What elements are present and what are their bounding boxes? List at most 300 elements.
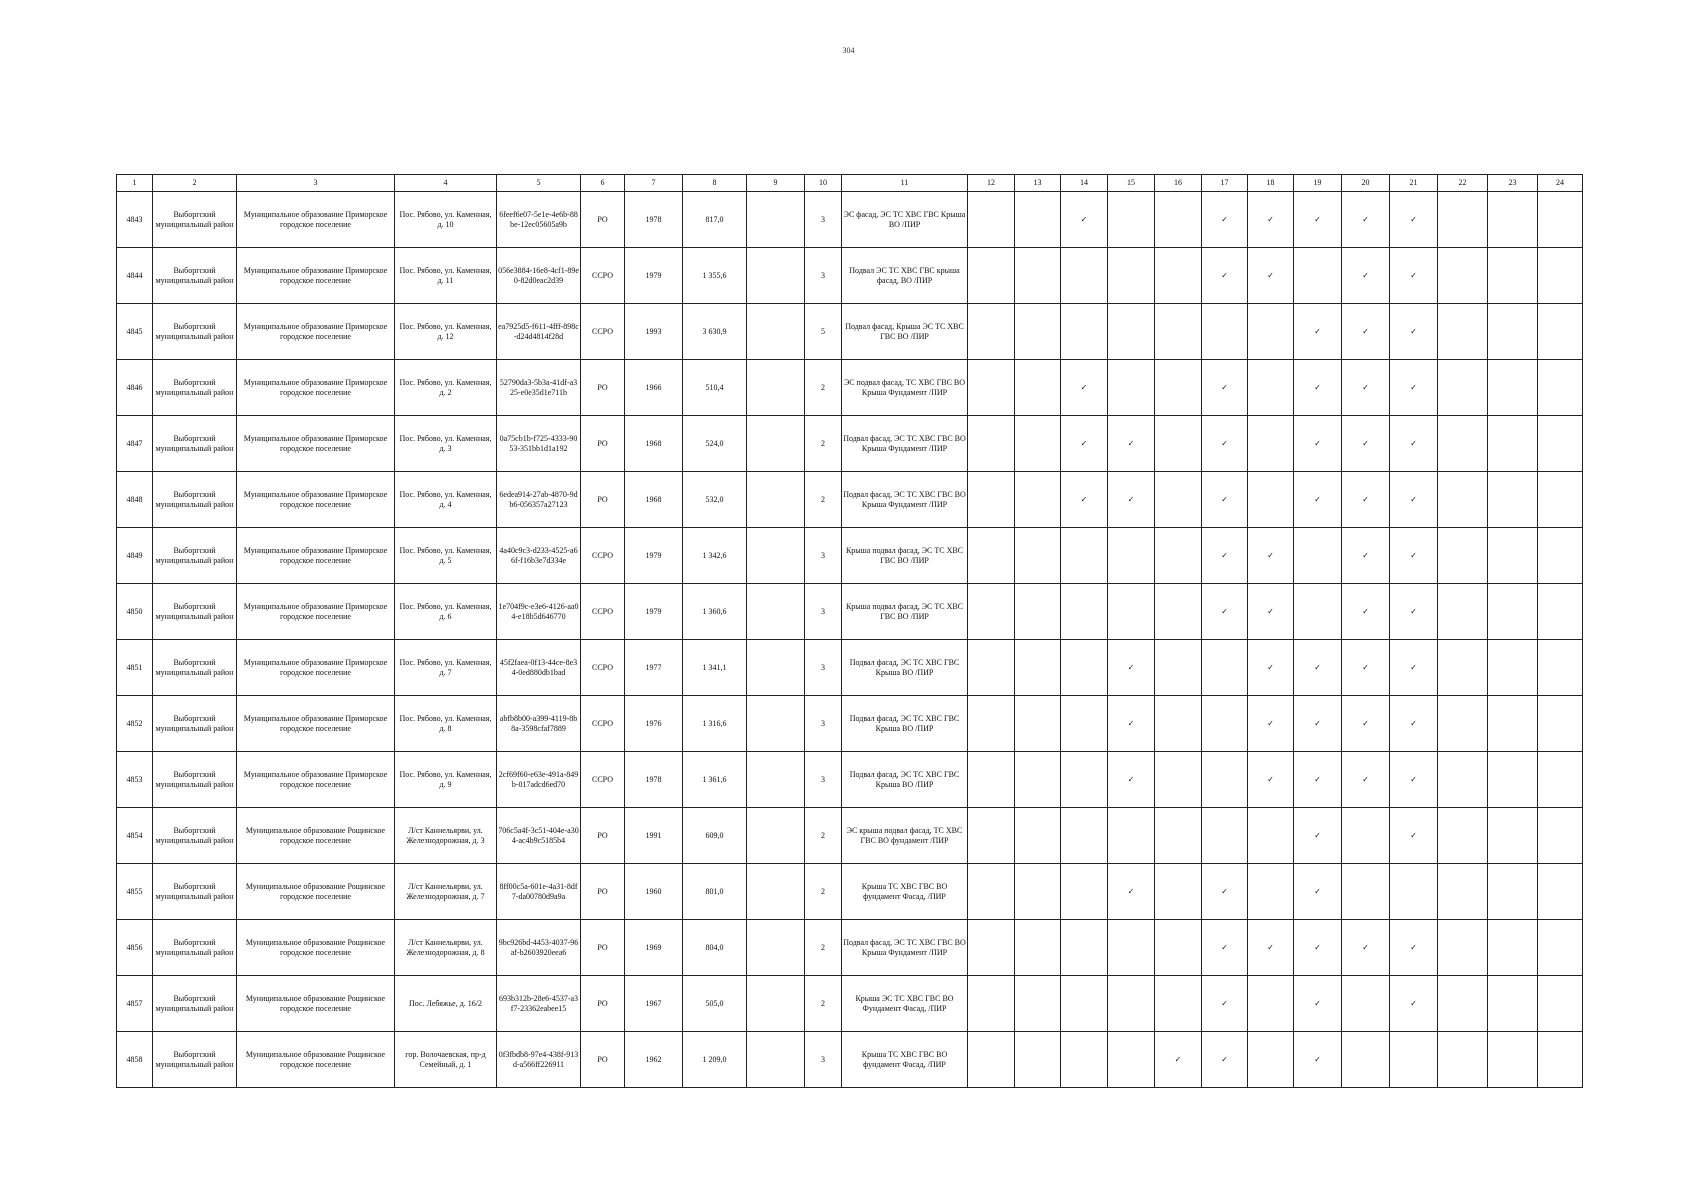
work-check-cell-22 (1438, 920, 1488, 976)
work-check-cell-13 (1015, 920, 1061, 976)
work-check-cell-14 (1061, 528, 1108, 584)
col9-cell (747, 528, 805, 584)
guid-cell: abfb8b00-a399-4119-8b8a-3598cfaf7889 (497, 696, 581, 752)
work-check-cell-15 (1108, 920, 1155, 976)
col9-cell (747, 696, 805, 752)
work-check-cell-18: ✓ (1248, 192, 1294, 248)
work-check-cell-21: ✓ (1390, 472, 1438, 528)
work-check-cell-18: ✓ (1248, 584, 1294, 640)
address-cell: Пос. Рябово, ул. Каменная, д. 5 (395, 528, 497, 584)
guid-cell: 2cf69f60-e63e-491a-849b-017adcd6ed70 (497, 752, 581, 808)
work-check-cell-13 (1015, 808, 1061, 864)
works-cell: Подвал фасад, ЭС ТС ХВС ГВС Крыша ВО /ПИР (842, 696, 968, 752)
work-check-cell-19: ✓ (1294, 752, 1342, 808)
work-check-cell-19 (1294, 248, 1342, 304)
work-check-cell-20: ✓ (1342, 472, 1390, 528)
works-cell: Подвал фасад, ЭС ТС ХВС ГВС ВО Крыша Фундамент /ПИР (842, 472, 968, 528)
work-check-cell-12 (968, 696, 1015, 752)
table-row (117, 808, 1583, 864)
floors-cell: 5 (805, 304, 842, 360)
work-check-cell-21: ✓ (1390, 640, 1438, 696)
work-check-cell-15 (1108, 192, 1155, 248)
municipality-cell: Муниципальное образование Рощинское городское поселение (237, 976, 395, 1032)
floors-cell: 3 (805, 528, 842, 584)
area-cell: 1 316,6 (683, 696, 747, 752)
area-cell: 1 361,6 (683, 752, 747, 808)
work-check-cell-15 (1108, 1032, 1155, 1088)
column-header-19: 19 (1294, 175, 1342, 192)
work-check-cell-15: ✓ (1108, 416, 1155, 472)
work-check-cell-13 (1015, 416, 1061, 472)
work-check-cell-13 (1015, 864, 1061, 920)
work-check-cell-23 (1488, 696, 1538, 752)
work-check-cell-15: ✓ (1108, 864, 1155, 920)
work-check-cell-13 (1015, 752, 1061, 808)
type-cell: ССРО (581, 640, 625, 696)
work-check-cell-23 (1488, 808, 1538, 864)
work-check-cell-22 (1438, 584, 1488, 640)
work-check-cell-14: ✓ (1061, 360, 1108, 416)
work-check-cell-14 (1061, 584, 1108, 640)
guid-cell: 45f2faea-0f13-44ce-8e34-0ed880db1bad (497, 640, 581, 696)
work-check-cell-17: ✓ (1202, 920, 1248, 976)
guid-cell: 1e704f9c-e3e6-4126-aa04-e18b5d646770 (497, 584, 581, 640)
work-check-cell-18 (1248, 416, 1294, 472)
guid-cell: 706c5a4f-3c51-404e-a304-ac4b9c5185b4 (497, 808, 581, 864)
column-header-5: 5 (497, 175, 581, 192)
work-check-cell-17: ✓ (1202, 416, 1248, 472)
work-check-cell-19 (1294, 528, 1342, 584)
district-cell: Выборгский муниципальный район (153, 192, 237, 248)
type-cell: РО (581, 976, 625, 1032)
floors-cell: 2 (805, 472, 842, 528)
row-number: 4851 (117, 640, 153, 696)
guid-cell: 9bc926bd-4453-4037-96af-b2603920eea6 (497, 920, 581, 976)
work-check-cell-24 (1538, 976, 1583, 1032)
municipality-cell: Муниципальное образование Рощинское городское поселение (237, 920, 395, 976)
work-check-cell-23 (1488, 864, 1538, 920)
floors-cell: 2 (805, 976, 842, 1032)
municipality-cell: Муниципальное образование Приморское городское поселение (237, 752, 395, 808)
guid-cell: 6feef6e07-5e1e-4e6b-88be-12ec05605a9b (497, 192, 581, 248)
work-check-cell-22 (1438, 472, 1488, 528)
work-check-cell-17 (1202, 752, 1248, 808)
municipality-cell: Муниципальное образование Рощинское городское поселение (237, 1032, 395, 1088)
work-check-cell-21: ✓ (1390, 696, 1438, 752)
year-cell: 1968 (625, 416, 683, 472)
work-check-cell-20: ✓ (1342, 920, 1390, 976)
work-check-cell-12 (968, 360, 1015, 416)
area-cell: 804,0 (683, 920, 747, 976)
work-check-cell-19: ✓ (1294, 304, 1342, 360)
table-row (117, 640, 1583, 696)
guid-cell: 0a75cb1b-f725-4333-9053-351bb1d1a192 (497, 416, 581, 472)
work-check-cell-23 (1488, 472, 1538, 528)
work-check-cell-17: ✓ (1202, 1032, 1248, 1088)
row-number: 4850 (117, 584, 153, 640)
guid-cell: 4a40c9c3-d233-4525-a66f-f16b3e7d334e (497, 528, 581, 584)
guid-cell: ea7925d5-f611-4fff-898c-d24d4814f28d (497, 304, 581, 360)
table-row (117, 416, 1583, 472)
type-cell: ССРО (581, 248, 625, 304)
area-cell: 817,0 (683, 192, 747, 248)
floors-cell: 2 (805, 808, 842, 864)
work-check-cell-17 (1202, 304, 1248, 360)
col9-cell (747, 248, 805, 304)
year-cell: 1969 (625, 920, 683, 976)
floors-cell: 2 (805, 920, 842, 976)
area-cell: 1 355,6 (683, 248, 747, 304)
work-check-cell-17 (1202, 808, 1248, 864)
work-check-cell-20 (1342, 864, 1390, 920)
work-check-cell-19: ✓ (1294, 808, 1342, 864)
work-check-cell-16: ✓ (1155, 1032, 1202, 1088)
work-check-cell-17 (1202, 640, 1248, 696)
work-check-cell-20: ✓ (1342, 752, 1390, 808)
works-cell: Крыша подвал фасад, ЭС ТС ХВС ГВС ВО /ПИР (842, 528, 968, 584)
floors-cell: 3 (805, 1032, 842, 1088)
work-check-cell-19: ✓ (1294, 976, 1342, 1032)
guid-cell: 693b312b-28e6-4537-a3f7-23362eabee15 (497, 976, 581, 1032)
work-check-cell-24 (1538, 360, 1583, 416)
work-check-cell-18: ✓ (1248, 248, 1294, 304)
work-check-cell-15: ✓ (1108, 752, 1155, 808)
works-cell: Подвал фасад, ЭС ТС ХВС ГВС ВО Крыша Фундамент /ПИР (842, 416, 968, 472)
work-check-cell-24 (1538, 192, 1583, 248)
work-check-cell-20: ✓ (1342, 416, 1390, 472)
work-check-cell-23 (1488, 416, 1538, 472)
work-check-cell-14 (1061, 808, 1108, 864)
work-check-cell-12 (968, 808, 1015, 864)
type-cell: РО (581, 1032, 625, 1088)
row-number: 4843 (117, 192, 153, 248)
work-check-cell-15 (1108, 528, 1155, 584)
table-row (117, 304, 1583, 360)
work-check-cell-19: ✓ (1294, 864, 1342, 920)
work-check-cell-22 (1438, 416, 1488, 472)
address-cell: Пос. Рябово, ул. Каменная, д. 8 (395, 696, 497, 752)
column-header-2: 2 (153, 175, 237, 192)
work-check-cell-14 (1061, 976, 1108, 1032)
work-check-cell-19: ✓ (1294, 192, 1342, 248)
year-cell: 1978 (625, 192, 683, 248)
column-header-4: 4 (395, 175, 497, 192)
work-check-cell-12 (968, 864, 1015, 920)
address-cell: гор. Волочаевская, пр-д Семейный, д. 1 (395, 1032, 497, 1088)
work-check-cell-14 (1061, 920, 1108, 976)
work-check-cell-22 (1438, 752, 1488, 808)
work-check-cell-13 (1015, 304, 1061, 360)
work-check-cell-18: ✓ (1248, 528, 1294, 584)
type-cell: РО (581, 192, 625, 248)
works-cell: Подвал ЭС ТС ХВС ГВС крыша фасад, ВО /ПИР (842, 248, 968, 304)
area-cell: 524,0 (683, 416, 747, 472)
work-check-cell-23 (1488, 752, 1538, 808)
work-check-cell-20 (1342, 808, 1390, 864)
work-check-cell-16 (1155, 192, 1202, 248)
year-cell: 1976 (625, 696, 683, 752)
district-cell: Выборгский муниципальный район (153, 472, 237, 528)
guid-cell: 056e3884-16e8-4cf1-89e0-82d0eac2d39 (497, 248, 581, 304)
district-cell: Выборгский муниципальный район (153, 864, 237, 920)
work-check-cell-16 (1155, 864, 1202, 920)
work-check-cell-21: ✓ (1390, 192, 1438, 248)
column-header-20: 20 (1342, 175, 1390, 192)
work-check-cell-23 (1488, 192, 1538, 248)
year-cell: 1968 (625, 472, 683, 528)
work-check-cell-14 (1061, 1032, 1108, 1088)
work-check-cell-16 (1155, 584, 1202, 640)
area-cell: 1 342,6 (683, 528, 747, 584)
address-cell: Пос. Рябово, ул. Каменная, д. 2 (395, 360, 497, 416)
area-cell: 510,4 (683, 360, 747, 416)
district-cell: Выборгский муниципальный район (153, 920, 237, 976)
year-cell: 1979 (625, 528, 683, 584)
work-check-cell-15: ✓ (1108, 472, 1155, 528)
work-check-cell-21: ✓ (1390, 976, 1438, 1032)
table-row (117, 864, 1583, 920)
row-number: 4847 (117, 416, 153, 472)
column-header-18: 18 (1248, 175, 1294, 192)
work-check-cell-14 (1061, 696, 1108, 752)
type-cell: ССРО (581, 696, 625, 752)
work-check-cell-21: ✓ (1390, 304, 1438, 360)
work-check-cell-20: ✓ (1342, 696, 1390, 752)
work-check-cell-21: ✓ (1390, 528, 1438, 584)
work-check-cell-12 (968, 528, 1015, 584)
work-check-cell-23 (1488, 1032, 1538, 1088)
area-cell: 609,0 (683, 808, 747, 864)
work-check-cell-24 (1538, 304, 1583, 360)
work-check-cell-22 (1438, 864, 1488, 920)
work-check-cell-20: ✓ (1342, 304, 1390, 360)
district-cell: Выборгский муниципальный район (153, 976, 237, 1032)
address-cell: Пос. Рябово, ул. Каменная, д. 7 (395, 640, 497, 696)
work-check-cell-16 (1155, 416, 1202, 472)
row-number: 4854 (117, 808, 153, 864)
municipality-cell: Муниципальное образование Приморское городское поселение (237, 696, 395, 752)
work-check-cell-18: ✓ (1248, 640, 1294, 696)
work-check-cell-17 (1202, 696, 1248, 752)
work-check-cell-22 (1438, 640, 1488, 696)
work-check-cell-20: ✓ (1342, 248, 1390, 304)
works-cell: Крыша ТС ХВС ГВС ВО фундамент Фасад, /ПИР (842, 1032, 968, 1088)
work-check-cell-12 (968, 304, 1015, 360)
municipality-cell: Муниципальное образование Приморское городское поселение (237, 640, 395, 696)
floors-cell: 2 (805, 360, 842, 416)
work-check-cell-17: ✓ (1202, 976, 1248, 1032)
col9-cell (747, 920, 805, 976)
works-cell: ЭС крыша подвал фасад, ТС ХВС ГВС ВО фундамент /ПИР (842, 808, 968, 864)
work-check-cell-22 (1438, 808, 1488, 864)
municipality-cell: Муниципальное образование Приморское городское поселение (237, 416, 395, 472)
type-cell: РО (581, 472, 625, 528)
address-cell: Л/ст Каннельярви, ул. Железнодорожная, д. 3 (395, 808, 497, 864)
work-check-cell-21: ✓ (1390, 920, 1438, 976)
work-check-cell-24 (1538, 584, 1583, 640)
work-check-cell-15 (1108, 808, 1155, 864)
work-check-cell-21: ✓ (1390, 808, 1438, 864)
row-number: 4858 (117, 1032, 153, 1088)
work-check-cell-13 (1015, 584, 1061, 640)
municipality-cell: Муниципальное образование Приморское городское поселение (237, 248, 395, 304)
work-check-cell-16 (1155, 304, 1202, 360)
works-cell: ЭС подвал фасад, ТС ХВС ГВС ВО Крыша Фундамент /ПИР (842, 360, 968, 416)
col9-cell (747, 584, 805, 640)
guid-cell: 6edea914-27ab-4870-9db6-056357a27123 (497, 472, 581, 528)
work-check-cell-19: ✓ (1294, 1032, 1342, 1088)
page-number: 304 (842, 46, 855, 55)
work-check-cell-18: ✓ (1248, 920, 1294, 976)
column-header-16: 16 (1155, 175, 1202, 192)
column-number-row (117, 175, 1583, 192)
year-cell: 1977 (625, 640, 683, 696)
column-header-21: 21 (1390, 175, 1438, 192)
type-cell: РО (581, 360, 625, 416)
address-cell: Пос. Рябово, ул. Каменная, д. 6 (395, 584, 497, 640)
works-cell: Подвал фасад, ЭС ТС ХВС ГВС Крыша ВО /ПИР (842, 752, 968, 808)
column-header-11: 11 (842, 175, 968, 192)
work-check-cell-19: ✓ (1294, 416, 1342, 472)
work-check-cell-23 (1488, 920, 1538, 976)
column-header-22: 22 (1438, 175, 1488, 192)
works-cell: ЭС фасад, ЭС ТС ХВС ГВС Крыша ВО /ПИР (842, 192, 968, 248)
work-check-cell-21: ✓ (1390, 360, 1438, 416)
floors-cell: 3 (805, 640, 842, 696)
table-row (117, 920, 1583, 976)
table-row (117, 752, 1583, 808)
work-check-cell-19: ✓ (1294, 640, 1342, 696)
work-check-cell-12 (968, 416, 1015, 472)
district-cell: Выборгский муниципальный район (153, 304, 237, 360)
year-cell: 1991 (625, 808, 683, 864)
work-check-cell-20: ✓ (1342, 584, 1390, 640)
municipality-cell: Муниципальное образование Приморское городское поселение (237, 584, 395, 640)
work-check-cell-14 (1061, 248, 1108, 304)
work-check-cell-21: ✓ (1390, 416, 1438, 472)
address-cell: Л/ст Каннельярви, ул. Железнодорожная, д. 8 (395, 920, 497, 976)
work-check-cell-21: ✓ (1390, 248, 1438, 304)
work-check-cell-16 (1155, 976, 1202, 1032)
district-cell: Выборгский муниципальный район (153, 416, 237, 472)
year-cell: 1967 (625, 976, 683, 1032)
type-cell: РО (581, 920, 625, 976)
area-cell: 505,0 (683, 976, 747, 1032)
type-cell: РО (581, 416, 625, 472)
work-check-cell-19 (1294, 584, 1342, 640)
work-check-cell-21: ✓ (1390, 752, 1438, 808)
work-check-cell-14 (1061, 304, 1108, 360)
address-cell: Пос. Рябово, ул. Каменная, д. 10 (395, 192, 497, 248)
row-number: 4857 (117, 976, 153, 1032)
work-check-cell-18: ✓ (1248, 696, 1294, 752)
floors-cell: 3 (805, 752, 842, 808)
floors-cell: 2 (805, 864, 842, 920)
year-cell: 1966 (625, 360, 683, 416)
work-check-cell-22 (1438, 360, 1488, 416)
work-check-cell-15 (1108, 584, 1155, 640)
guid-cell: 8ff00c5a-601e-4a31-8df7-da00780d9a9a (497, 864, 581, 920)
work-check-cell-16 (1155, 528, 1202, 584)
works-cell: Подвал фасад, Крыша ЭС ТС ХВС ГВС ВО /ПИР (842, 304, 968, 360)
work-check-cell-23 (1488, 360, 1538, 416)
work-check-cell-12 (968, 920, 1015, 976)
row-number: 4845 (117, 304, 153, 360)
works-cell: Подвал фасад, ЭС ТС ХВС ГВС ВО Крыша Фундамент /ПИР (842, 920, 968, 976)
work-check-cell-13 (1015, 528, 1061, 584)
work-check-cell-22 (1438, 976, 1488, 1032)
work-check-cell-16 (1155, 360, 1202, 416)
address-cell: Пос. Рябово, ул. Каменная, д. 11 (395, 248, 497, 304)
table-row (117, 976, 1583, 1032)
work-check-cell-24 (1538, 640, 1583, 696)
work-check-cell-18: ✓ (1248, 752, 1294, 808)
floors-cell: 3 (805, 584, 842, 640)
column-header-10: 10 (805, 175, 842, 192)
column-header-13: 13 (1015, 175, 1061, 192)
work-check-cell-13 (1015, 360, 1061, 416)
work-check-cell-12 (968, 192, 1015, 248)
column-header-23: 23 (1488, 175, 1538, 192)
work-check-cell-13 (1015, 976, 1061, 1032)
work-check-cell-23 (1488, 976, 1538, 1032)
work-check-cell-19: ✓ (1294, 696, 1342, 752)
district-cell: Выборгский муниципальный район (153, 528, 237, 584)
work-check-cell-22 (1438, 1032, 1488, 1088)
district-cell: Выборгский муниципальный район (153, 696, 237, 752)
year-cell: 1962 (625, 1032, 683, 1088)
area-cell: 1 360,6 (683, 584, 747, 640)
work-check-cell-24 (1538, 696, 1583, 752)
work-check-cell-15 (1108, 976, 1155, 1032)
work-check-cell-22 (1438, 528, 1488, 584)
work-check-cell-15: ✓ (1108, 640, 1155, 696)
work-check-cell-21: ✓ (1390, 584, 1438, 640)
guid-cell: 52790da3-5b3a-41df-a325-e0e35d1e711b (497, 360, 581, 416)
work-check-cell-12 (968, 752, 1015, 808)
work-check-cell-18 (1248, 472, 1294, 528)
work-check-cell-16 (1155, 640, 1202, 696)
table-row (117, 1032, 1583, 1088)
table-row (117, 696, 1583, 752)
floors-cell: 3 (805, 192, 842, 248)
type-cell: РО (581, 864, 625, 920)
work-check-cell-14: ✓ (1061, 416, 1108, 472)
municipality-cell: Муниципальное образование Приморское городское поселение (237, 472, 395, 528)
column-header-3: 3 (237, 175, 395, 192)
work-check-cell-18 (1248, 360, 1294, 416)
work-check-cell-24 (1538, 808, 1583, 864)
work-check-cell-20: ✓ (1342, 528, 1390, 584)
address-cell: Пос. Рябово, ул. Каменная, д. 12 (395, 304, 497, 360)
municipality-cell: Муниципальное образование Приморское городское поселение (237, 528, 395, 584)
work-check-cell-18 (1248, 808, 1294, 864)
work-check-cell-12 (968, 1032, 1015, 1088)
work-check-cell-21 (1390, 1032, 1438, 1088)
area-cell: 801,0 (683, 864, 747, 920)
column-header-17: 17 (1202, 175, 1248, 192)
column-header-6: 6 (581, 175, 625, 192)
row-number: 4855 (117, 864, 153, 920)
work-check-cell-12 (968, 472, 1015, 528)
works-cell: Крыша подвал фасад, ЭС ТС ХВС ГВС ВО /ПИР (842, 584, 968, 640)
address-cell: Пос. Рябово, ул. Каменная, д. 3 (395, 416, 497, 472)
work-check-cell-13 (1015, 472, 1061, 528)
work-check-cell-24 (1538, 528, 1583, 584)
type-cell: ССРО (581, 752, 625, 808)
floors-cell: 2 (805, 416, 842, 472)
work-check-cell-17: ✓ (1202, 360, 1248, 416)
